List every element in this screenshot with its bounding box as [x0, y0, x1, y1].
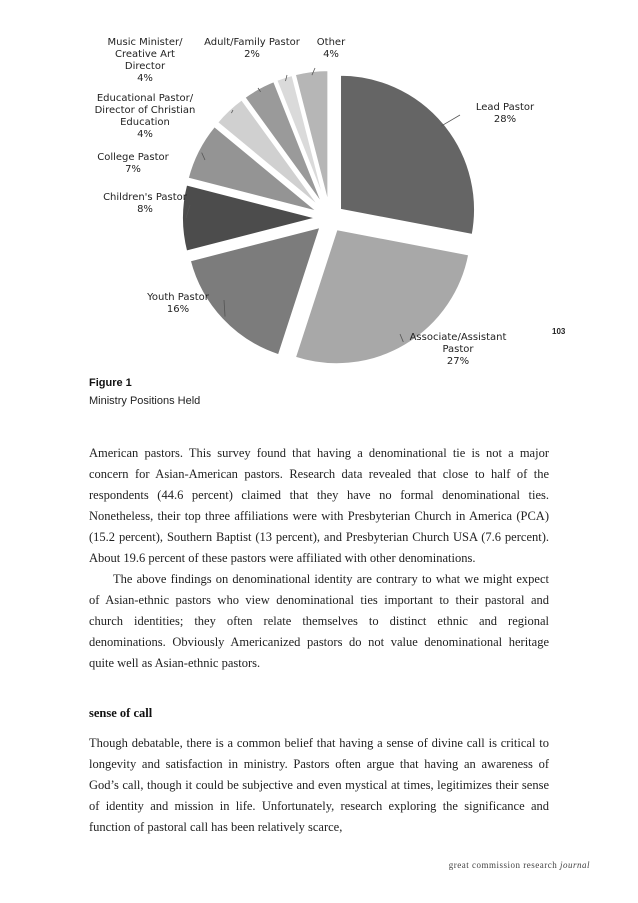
- pie-label: Youth Pastor 16%: [147, 292, 209, 315]
- pie-label: Music Minister/ Creative Art Director 4%: [107, 37, 183, 84]
- pie-label: Children's Pastor 8%: [103, 192, 187, 215]
- pie-label: Associate/Assistant Pastor 27%: [409, 332, 507, 367]
- page-number: 103: [552, 327, 566, 336]
- pie-label: Adult/Family Pastor 2%: [204, 37, 300, 60]
- paragraph-sense-of-call: Though debatable, there is a common belief that having a sense of divine call is critical to longevity and satisfaction in ministry. Pastors often argue that having an awareness of God’s call, though it could be subjective and even mystical at times, legitimizes their sense of identity and mission in life. Unfortunately, research exploring the significance and function of pastoral call has been relatively scarce,: [89, 736, 549, 834]
- footer-italic: journal: [559, 860, 590, 870]
- footer-text: great commission research: [448, 860, 558, 870]
- pie-label: Educational Pastor/ Director of Christian Education 4%: [94, 93, 196, 140]
- pie-label: College Pastor 7%: [97, 152, 169, 175]
- body-text-upper: [89, 443, 549, 674]
- ministry-positions-pie-chart: [0, 0, 638, 380]
- leader-line: [441, 115, 460, 126]
- paragraph-findings: The above findings on denominational identity are contrary to what we might expect of Asian-ethnic pastors who view denominational ties important to their pastoral and church identities; they often relate themselves to distinct ethnic and regional denominations. Obviously Americanized pastors do not value denominational heritage quite well as Asian-ethnic pastors.: [89, 572, 549, 670]
- figure-caption: Ministry Positions Held: [89, 395, 201, 407]
- figure-label: Figure 1: [89, 377, 132, 389]
- pie-label: Other 4%: [316, 37, 346, 60]
- paragraph-denominational-ties: American pastors. This survey found that having a denominational tie is not a major concern for Asian-American pastors. Research data revealed that close to half of the respondents (44.6 percent) claimed that they have no formal denominational ties. Nonetheless, their top three affiliations were with Presbyterian Church in America (PCA) (15.2 percent), Southern Baptist (13 percent), and Presbyterian Church USA (7.6 percent). About 19.6 percent of these pastors were affiliated with other denominations.: [89, 446, 549, 565]
- pie-label: Lead Pastor 28%: [475, 102, 535, 125]
- section-heading-sense-of-call: sense of call: [89, 706, 153, 720]
- pie-slice-lead-pastor: [340, 75, 475, 235]
- journal-footer: [449, 860, 590, 870]
- body-text-lower: [89, 733, 549, 838]
